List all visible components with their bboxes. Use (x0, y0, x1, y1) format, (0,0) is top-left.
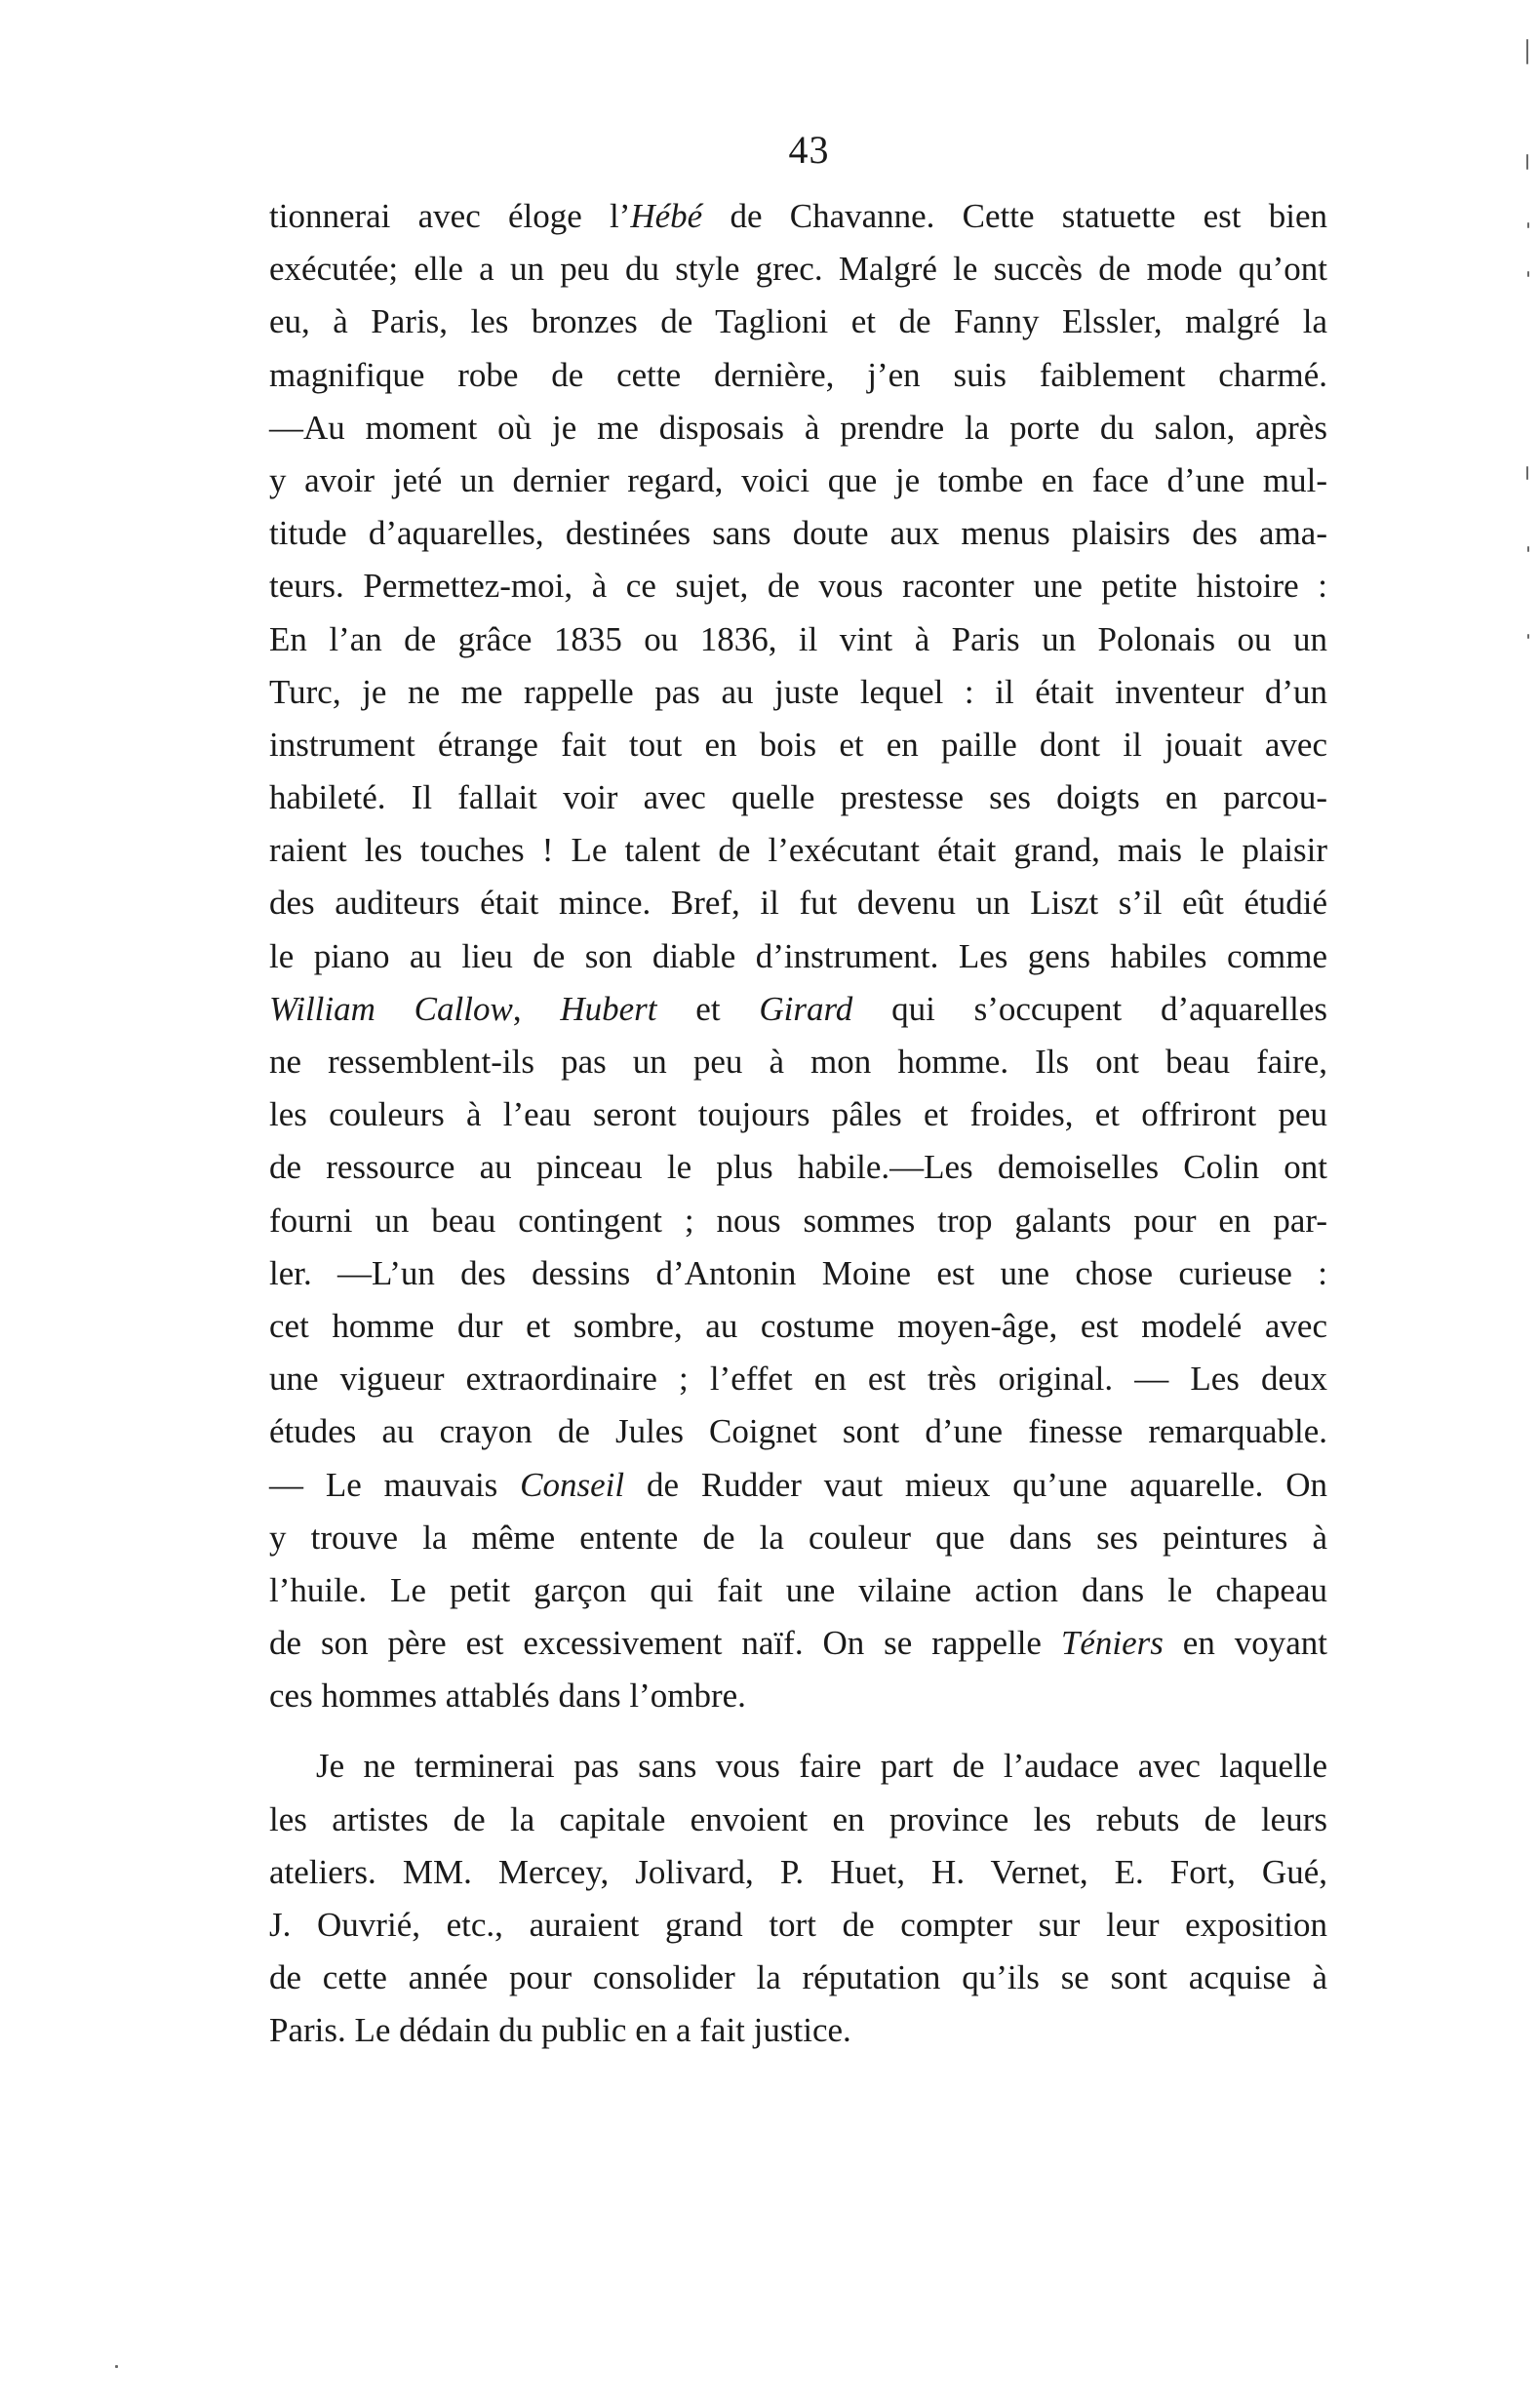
body-text (269, 190, 1327, 2058)
page-number: 43 (788, 128, 830, 172)
text-line: En l’an de grâce 1835 ou 1836, il vint à Paris un Polonais ou un (269, 619, 1327, 658)
text-line: ne ressemblent-ils pas un peu à mon homme. Ils ont beau faire, (269, 1043, 1327, 1081)
scan-speck (1526, 466, 1528, 480)
text-line: ateliers. MM. Mercey, Jolivard, P. Huet, H. Vernet, E. Fort, Gué, (269, 1852, 1327, 1891)
paragraph-gap (269, 1722, 1327, 1740)
scan-speck (1527, 634, 1529, 639)
text-line: le piano au lieu de son diable d’instrument. Les gens habiles comme (269, 936, 1327, 975)
italic-text: Hébé (630, 197, 703, 235)
text-line: les artistes de la capitale envoient en province les rebuts de leurs (269, 1799, 1327, 1838)
text-line: Turc, je ne me rappelle pas au juste lequel : il était inventeur d’un (269, 672, 1327, 711)
text-line: Paris. Le dédain du public en a fait justice. (269, 2011, 851, 2050)
text-line: teurs. Permettez-moi, à ce sujet, de vous raconter une petite histoire : (269, 567, 1327, 606)
text-line: de ressource au pinceau le plus habile.—Les demoiselles Colin ont (269, 1148, 1327, 1187)
text-line: une vigueur extraordinaire ; l’effet en est très original. — Les deux (269, 1360, 1327, 1399)
text-line: titude d’aquarelles, destinées sans doute aux menus plaisirs des ama- (269, 514, 1327, 553)
text-line: y trouve la même entente de la couleur que dans ses peintures à (269, 1518, 1327, 1557)
text-line: de son père est excessivement naïf. On se rappelle Téniers en voyant (269, 1624, 1327, 1663)
scan-speck (1527, 546, 1529, 552)
text-line: fourni un beau contingent ; nous sommes trop galants pour en par- (269, 1201, 1327, 1240)
text-line: instrument étrange fait tout en bois et en paille dont il jouait avec (269, 725, 1327, 764)
text-line: l’huile. Le petit garçon qui fait une vilaine action dans le chapeau (269, 1570, 1327, 1609)
scan-speck (115, 2365, 118, 2368)
text-line: magnifique robe de cette dernière, j’en suis faiblement charmé. (269, 355, 1327, 394)
text-line: J. Ouvrié, etc., auraient grand tort de compter sur leur exposition (269, 1906, 1327, 1944)
text-line: cet homme dur et sombre, au costume moyen-âge, est modelé avec (269, 1306, 1327, 1345)
italic-text: Conseil (520, 1465, 625, 1504)
text-line: Je ne terminerai pas sans vous faire part de l’audace avec laquelle (316, 1747, 1327, 1786)
italic-text: William Callow (269, 989, 513, 1028)
italic-text: Girard (759, 989, 853, 1028)
text-line: raient les touches ! Le talent de l’exécutant était grand, mais le plaisir (269, 831, 1327, 870)
text-line: études au crayon de Jules Coignet sont d’une finesse remarquable. (269, 1412, 1327, 1451)
text-line: ces hommes attablés dans l’ombre. (269, 1677, 746, 1716)
text-line: tionnerai avec éloge l’Hébé de Chavanne. Cette statuette est bien (269, 197, 1327, 235)
text-line: ler. —L’un des dessins d’Antonin Moine est une chose curieuse : (269, 1253, 1327, 1292)
italic-text: Hubert (560, 989, 657, 1028)
text-line: de cette année pour consolider la réputation qu’ils se sont acquise à (269, 1958, 1327, 1997)
text-line: eu, à Paris, les bronzes de Taglioni et de Fanny Elssler, malgré la (269, 302, 1327, 341)
scan-speck (1526, 154, 1528, 170)
text-line: habileté. Il fallait voir avec quelle prestesse ses doigts en parcou- (269, 778, 1327, 817)
text-line: —Au moment où je me disposais à prendre la porte du salon, après (269, 408, 1327, 447)
text-line: les couleurs à l’eau seront toujours pâles et froides, et offriront peu (269, 1095, 1327, 1134)
text-line: William Callow, Hubert et Girard qui s’occupent d’aquarelles (269, 989, 1327, 1028)
scan-speck (1527, 222, 1529, 228)
text-line: des auditeurs était mince. Bref, il fut devenu un Liszt s’il eût étudié (269, 884, 1327, 923)
italic-text: Téniers (1060, 1624, 1164, 1663)
scan-speck (1526, 39, 1528, 64)
text-line: y avoir jeté un dernier regard, voici que je tombe en face d’une mul- (269, 460, 1327, 499)
text-line: — Le mauvais Conseil de Rudder vaut mieux qu’une aquarelle. On (269, 1465, 1327, 1504)
scan-speck (1527, 271, 1529, 277)
text-line: exécutée; elle a un peu du style grec. Malgré le succès de mode qu’ont (269, 250, 1327, 289)
